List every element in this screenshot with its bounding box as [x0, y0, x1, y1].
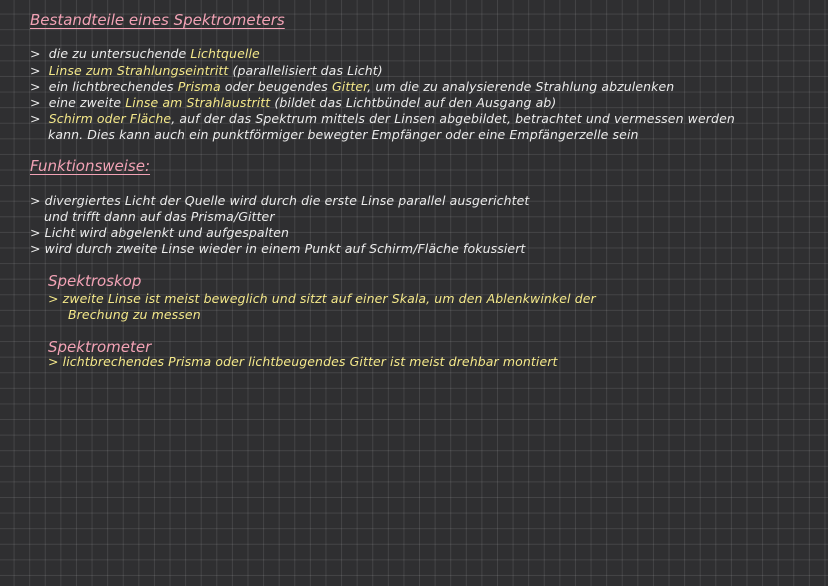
list-item-linse-austritt	[30, 95, 556, 110]
bullet-marker: >	[48, 291, 59, 306]
item-text: , um die zu analysierende Strahlung abzulenken	[367, 79, 675, 94]
list-item-spektroskop	[48, 291, 596, 306]
item-text: Licht wird abgelenkt und aufgespalten	[44, 225, 290, 240]
section-heading-funktionsweise: Funktionsweise:	[30, 157, 151, 175]
item-text: (parallelisiert das Licht)	[228, 63, 383, 78]
list-item-linse-eintritt	[30, 63, 383, 78]
item-text: , auf der das Spektrum mittels der Linsen abgebildet, betrachtet und vermessen werden	[171, 111, 735, 126]
highlight-text: Gitter	[332, 79, 368, 94]
highlight-text: Linse am Strahlaustritt	[125, 95, 271, 110]
bullet-marker: >	[30, 79, 41, 94]
list-item-spektrometer	[48, 354, 557, 369]
bullet-marker: >	[30, 95, 41, 110]
item-text: lichtbrechendes Prisma oder lichtbeugendes Gitter ist meist drehbar montiert	[62, 354, 558, 369]
item-text: divergiertes Licht der Quelle wird durch die erste Linse parallel ausgerichtet	[44, 193, 530, 208]
section-heading-bestandteile: Bestandteile eines Spektrometers	[30, 11, 285, 29]
subheading-spektrometer: Spektrometer	[48, 338, 152, 356]
list-item-divergiertes-licht	[30, 193, 529, 208]
list-item-schirm	[30, 111, 735, 126]
list-item-abgelenkt	[30, 225, 289, 240]
list-item-schirm-continued: kann. Dies kann auch ein punktförmiger bewegter Empfänger oder eine Empfängerzelle sein	[48, 127, 639, 142]
subheading-spektroskop: Spektroskop	[48, 272, 142, 290]
item-text: die zu untersuchende	[48, 46, 191, 61]
bullet-marker: >	[48, 354, 59, 369]
list-item-spektroskop-continued: Brechung zu messen	[68, 307, 201, 322]
list-item-fokussiert	[30, 241, 525, 256]
item-text: (bildet das Lichtbündel auf den Ausgang ab)	[270, 95, 557, 110]
item-text: oder beugendes	[220, 79, 332, 94]
bullet-marker: >	[30, 111, 41, 126]
bullet-marker: >	[30, 193, 41, 208]
highlight-text: Linse zum Strahlungseintritt	[48, 63, 229, 78]
highlight-text: Prisma	[177, 79, 221, 94]
bullet-marker: >	[30, 241, 41, 256]
highlight-text: Lichtquelle	[190, 46, 260, 61]
list-item-lichtquelle	[30, 46, 260, 61]
bullet-marker: >	[30, 225, 41, 240]
item-text: ein lichtbrechendes	[48, 79, 178, 94]
bullet-marker: >	[30, 46, 41, 61]
list-item-prisma-gitter	[30, 79, 674, 94]
item-text: zweite Linse ist meist beweglich und sitzt auf einer Skala, um den Ablenkwinkel der	[62, 291, 596, 306]
highlight-text: Schirm oder Fläche	[48, 111, 172, 126]
item-text: eine zweite	[48, 95, 126, 110]
item-text: wird durch zweite Linse wieder in einem Punkt auf Schirm/Fläche fokussiert	[44, 241, 526, 256]
list-item-continued: und trifft dann auf das Prisma/Gitter	[44, 209, 275, 224]
bullet-marker: >	[30, 63, 41, 78]
